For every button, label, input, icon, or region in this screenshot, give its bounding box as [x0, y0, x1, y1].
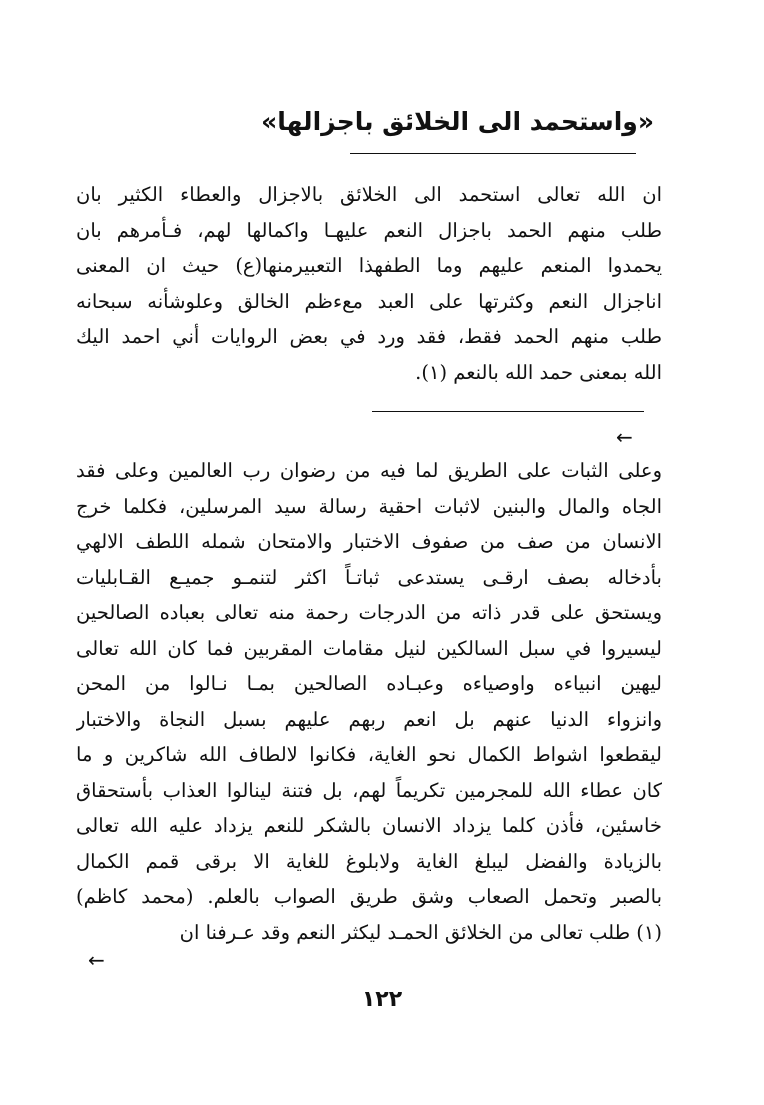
- footnote-paragraph: [76, 453, 662, 950]
- text-line: الله بمعنى حمد الله بالنعم (١).: [415, 360, 662, 384]
- main-paragraph: [76, 177, 662, 390]
- text-line: ليقطعوا اشواط الكمال نحو الغاية، فكانوا لالطاف الله شاكرين و ما: [76, 743, 662, 766]
- text-line: ان الله تعالى استحمد الى الخلائق بالاجزال والعطاء الكثير بان: [76, 183, 662, 206]
- text-line: (١) طلب تعالى من الخلائق الحمـد ليكثر النعم وقد عـرفنا ان: [179, 920, 662, 944]
- title-underline: [350, 153, 636, 154]
- text-line: طلب منهم الحمد باجزال النعم عليهـا واكمالها لهم، فـأمرهم بان: [76, 218, 662, 242]
- text-line: بالصبر وتحمل الصعاب وشق طريق الصواب بالعلم. (محمد كاظم): [76, 885, 662, 908]
- text-line: يحمدوا المنعم عليهم وما الطفهذا التعبيرمنها(ع) حيث ان المعنى: [76, 254, 662, 277]
- text-line: وعلى الثبات على الطريق لما فيه من رضوان رب العالمين وعلى فقد: [76, 459, 662, 482]
- text-line: كان عطاء الله للمجرمين تكريماً لهم، بل فتنة لينالوا العذاب بأستحقاق: [76, 778, 662, 802]
- continuation-arrow-icon: ←: [88, 948, 105, 972]
- text-line: الانسان من صف من صفوف الاختبار والامتحان شمله اللطف الالهي: [76, 530, 662, 553]
- footnote-separator: [372, 411, 644, 412]
- text-line: ليسيروا في سبل السالكين لنيل مقامات المقربين فما كان الله تعالى: [76, 636, 662, 660]
- text-line: وانزواء الدنيا عنهم بل انعم ربهم عليهم بسبل النجاة والاختبار: [76, 707, 662, 731]
- text-line: طلب منهم الحمد فقط، فقد ورد في بعض الروايات أني احمد اليك: [76, 325, 662, 348]
- text-line: اناجزال النعم وكثرتها على العبد معءظم الخالق وعلوشأنه سبحانه: [76, 289, 662, 313]
- text-line: ويستحق على قدر ذاته من الدرجات رحمة منه تعالى بعباده الصالحين: [76, 601, 662, 624]
- text-line: ليهين انبياءه واوصياءه وعبـاده الصالحين بمـا نـالوا من المحن: [76, 672, 662, 695]
- page-number: ١٢٢: [361, 987, 403, 1012]
- text-line: بالزيادة والفضل ليبلغ الغاية ولابلوغ للغاية الا برقى قمم الكمال: [76, 849, 662, 873]
- text-line: خاسئين، فأذن كلما يزداد الانسان بالشكر للنعم يزداد عليه الله تعالى: [76, 814, 662, 837]
- page-title: «واستحمد الى الخلائق باجزالها»: [261, 107, 654, 136]
- continuation-arrow-icon: ←: [616, 425, 633, 449]
- text-line: الجاه والمال والبنين لاثبات احقية رسالة سيد المرسلين، فكلما خرج: [76, 494, 662, 518]
- text-line: بأدخاله بصف ارقـى يستدعى ثباتـاً اكثر لتنمـو جميـع القـابليات: [76, 565, 662, 589]
